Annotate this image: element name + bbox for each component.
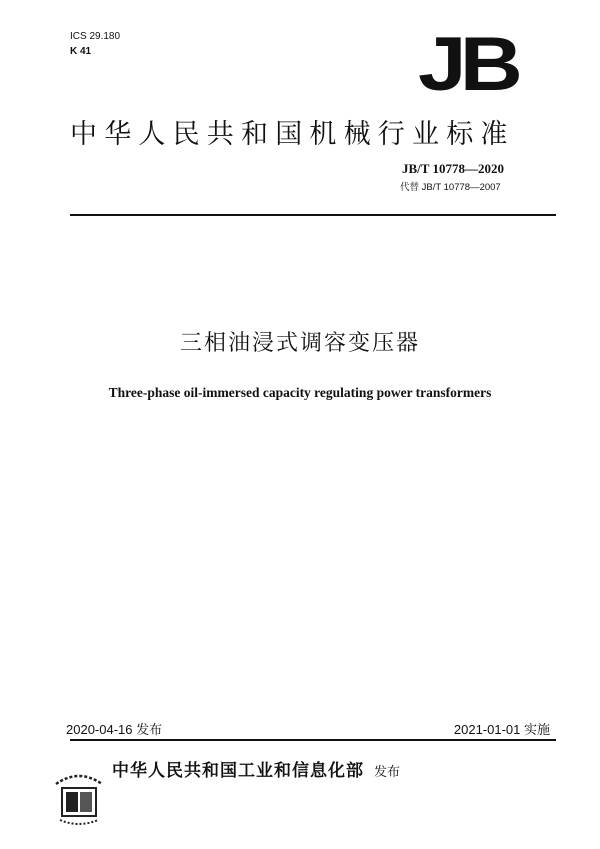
issuer-name: 中华人民共和国工业和信息化部 [112,761,364,780]
publisher-seal-icon [52,770,106,826]
header-divider [70,214,556,216]
issuing-authority [112,756,400,781]
jb-logo: JB [418,22,516,107]
implement-date: 2021-01-01 实施 [453,722,550,737]
chinese-title: 三相油浸式调容变压器 [179,330,420,355]
classification-code: K 41 [70,46,92,57]
standard-number: JB/T 10778—2020 [402,161,504,176]
organization-title: 中华人民共和国机械行业标准 [70,119,515,149]
ics-code: ICS 29.180 [70,31,121,42]
replaces-number: JB/T 10778—2007 [421,182,501,193]
replaces-line [400,179,501,193]
publish-date: 2020-04-16 发布 [66,722,163,737]
footer-divider [70,739,556,741]
issuer-action: 发布 [374,764,401,779]
english-title: Three-phase oil-immersed capacity regulating power transformers [108,385,492,400]
replaces-label: 代替 [400,182,420,193]
